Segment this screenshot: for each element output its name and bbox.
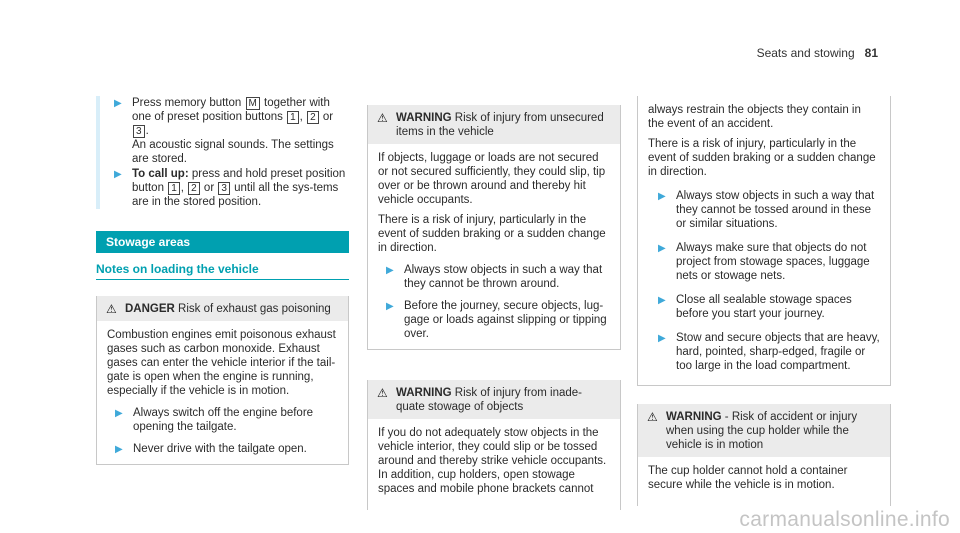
acoustic-note: An acoustic signal sounds. The settings are stored.	[132, 139, 334, 165]
warning-label: WARNING	[396, 112, 452, 124]
step-press-memory: ▶ Press memory button M together with one of preset position buttons 1 , 2 or 3 . An acoustic signal sounds. The settings are stored.	[114, 97, 334, 165]
watermark: carmanualsonline.info	[739, 508, 950, 531]
key-3: 3	[133, 125, 145, 138]
danger-body	[97, 321, 348, 464]
key-1: 1	[168, 182, 180, 195]
arrow-icon: ▶	[658, 333, 666, 344]
warning-label: WARNING	[666, 411, 722, 423]
warning-step-1: ▶ Always stow objects in such a way that they cannot be thrown around.	[386, 264, 603, 290]
danger-box	[96, 296, 349, 465]
memory-steps	[96, 96, 349, 209]
warning-box-cup-holder	[637, 404, 891, 506]
warning-box-stowage	[367, 380, 621, 510]
subsection-heading: Notes on loading the vehicle	[96, 262, 349, 280]
key-2: 2	[188, 182, 200, 195]
danger-text: Combustion engines emit poisonous exhaust gases such as carbon monoxide. Exhaust gases can enter the vehicle interior if the tail-gate is open when the engine is running, especially if the vehicle is in motion.	[107, 329, 336, 397]
arrow-icon: ▶	[115, 408, 123, 419]
warning-title: - Risk of accident or injury when using the cup holder while the vehicle is in motion	[666, 411, 858, 451]
arrow-icon: ▶	[386, 265, 394, 276]
key-m: M	[246, 97, 260, 110]
warning-title: Risk of injury from inade-quate stowage of objects	[396, 387, 582, 413]
step-call-up: ▶ To call up: press and hold preset position button 1 , 2 or 3 until all the sys-tems are in the stored position.	[114, 168, 346, 208]
column-3	[637, 96, 891, 506]
warning-continuation: always restrain the objects they contain in the event of an accident. There is a risk of injury, particularly in the event of sudden braking or a sudden change in direction. ▶ Always stow objects in such a way that they cannot be tossed around in these or similar situations. ▶ Always make sure that objects do not project from stowage spaces, luggage nets or stowage nets. ▶ Close all sealable stowage spaces before you start your journey. ▶ Stow and secure objects that are heavy, hard, pointed, sharp-edged, fragile or too large in the load compartment.	[637, 96, 891, 386]
key-1: 1	[287, 111, 299, 124]
arrow-icon: ▶	[114, 98, 122, 109]
arrow-icon: ▶	[115, 444, 123, 455]
warning-title: Risk of injury from unsecured items in the vehicle	[396, 112, 604, 138]
warning-body: If you do not adequately stow objects in the vehicle interior, they could slip or be tossed around and thereby strike vehicle occupants. In addition, cup holders, open stowage spaces and mobile phone brackets cannot	[378, 427, 607, 495]
warning-label: WARNING	[396, 387, 452, 399]
warning-header	[368, 105, 620, 144]
stow-step-3: ▶ Close all sealable stowage spaces before you start your journey.	[658, 294, 852, 320]
danger-label: DANGER	[125, 303, 175, 315]
arrow-icon: ▶	[114, 169, 122, 180]
arrow-icon: ▶	[658, 243, 666, 254]
warning-header	[368, 380, 620, 419]
section-heading-bar: Stowage areas	[96, 231, 349, 253]
key-3: 3	[218, 182, 230, 195]
page-header	[757, 46, 878, 60]
danger-step-1: ▶ Always switch off the engine before opening the tailgate.	[115, 407, 314, 433]
column-1	[96, 96, 349, 465]
stow-step-1: ▶ Always stow objects in such a way that they cannot be tossed around in these or similar situations.	[658, 190, 875, 230]
warning-step-2: ▶ Before the journey, secure objects, lug-gage or loads against slipping or tipping over.	[386, 300, 607, 340]
column-2	[367, 96, 621, 510]
warning-body: The cup holder cannot hold a container secure while the vehicle is in motion.	[648, 465, 848, 491]
warning-triangle-icon: ⚠	[106, 302, 117, 316]
warning-box-unsecured	[367, 105, 621, 350]
stow-step-2: ▶ Always make sure that objects do not project from stowage spaces, luggage nets or stowage nets.	[658, 242, 870, 282]
danger-header	[97, 296, 348, 321]
warning-body: If objects, luggage or loads are not secured or not secured sufficiently, they could slip, tip over or be thrown around and thereby hit vehicle occupants. There is a risk of injury, particularly in the event of sudden braking or a sudden change in direction. ▶ Always stow objects in such a way that they cannot be thrown around. ▶ Before the journey, secure objects, lug-gage or loads against slipping or tipping over.	[368, 144, 620, 349]
section-title: Seats and stowing	[756, 46, 855, 60]
warning-triangle-icon: ⚠	[377, 386, 388, 400]
warning-header	[638, 404, 890, 457]
arrow-icon: ▶	[658, 191, 666, 202]
danger-step-2: ▶ Never drive with the tailgate open.	[115, 443, 307, 455]
warning-triangle-icon: ⚠	[377, 111, 388, 125]
warning-triangle-icon: ⚠	[647, 410, 658, 424]
page-number: 81	[864, 46, 878, 60]
stow-step-4: ▶ Stow and secure objects that are heavy, hard, pointed, sharp-edged, fragile or too large in the load compartment.	[658, 332, 880, 372]
arrow-icon: ▶	[386, 301, 394, 312]
key-2: 2	[307, 111, 319, 124]
danger-title: Risk of exhaust gas poisoning	[178, 303, 331, 315]
arrow-icon: ▶	[658, 295, 666, 306]
